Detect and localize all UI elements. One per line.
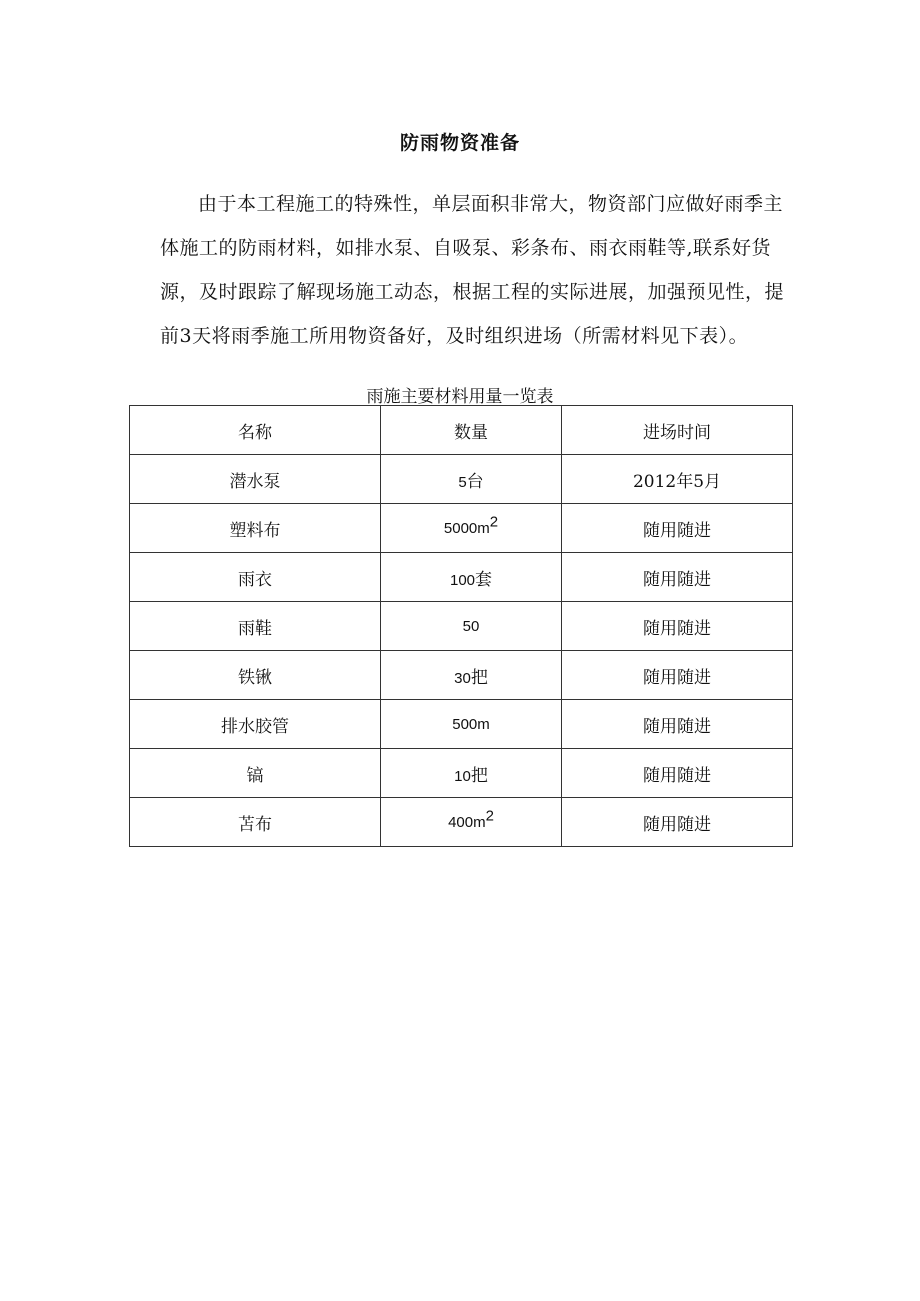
cell-arrival-time: 随用随进	[562, 602, 793, 651]
quantity-unit: 台	[466, 471, 484, 492]
cell-name: 排水胶管	[130, 700, 381, 749]
table-row	[130, 602, 793, 651]
header-arrival-time: 进场时间	[562, 406, 793, 455]
cell-quantity	[381, 504, 562, 553]
table-row	[130, 651, 793, 700]
quantity-value: 5	[458, 473, 467, 491]
cell-arrival-time: 2012年5月	[562, 455, 793, 504]
cell-arrival-time: 随用随进	[562, 504, 793, 553]
intro-paragraph-block	[160, 182, 802, 358]
table-row	[130, 455, 793, 504]
materials-table	[129, 405, 793, 847]
cell-name: 苫布	[130, 798, 381, 847]
cell-name: 雨鞋	[130, 602, 381, 651]
cell-arrival-time: 随用随进	[562, 749, 793, 798]
table-caption: 雨施主要材料用量一览表	[366, 387, 554, 407]
cell-arrival-time: 随用随进	[562, 700, 793, 749]
cell-quantity	[381, 602, 562, 651]
cell-quantity	[381, 700, 562, 749]
cell-arrival-time: 随用随进	[562, 651, 793, 700]
cell-arrival-time: 随用随进	[562, 798, 793, 847]
table-row	[130, 553, 793, 602]
quantity-value: 10	[454, 767, 471, 785]
quantity-exponent: 2	[485, 807, 494, 825]
intro-paragraph: 由于本工程施工的特殊性，单层面积非常大，物资部门应做好雨季主体施工的防雨材料，如排水泵、自吸泵、彩条布、雨衣雨鞋等,联系好货源，及时跟踪了解现场施工动态，根据工程的实际进展，加强预见性，提前3天将雨季施工所用物资备好，及时组织进场（所需材料见下表）。	[160, 193, 785, 347]
table-row	[130, 798, 793, 847]
quantity-value: 100	[449, 571, 476, 589]
quantity-value: 400m	[448, 814, 486, 831]
quantity-value: 50	[462, 618, 480, 635]
cell-name: 塑料布	[130, 504, 381, 553]
cell-name: 潜水泵	[130, 455, 381, 504]
cell-quantity	[381, 553, 562, 602]
table-body	[130, 455, 793, 847]
table-row	[130, 504, 793, 553]
cell-quantity	[381, 651, 562, 700]
cell-quantity	[381, 749, 562, 798]
quantity-value: 30	[454, 669, 471, 687]
cell-quantity	[381, 798, 562, 847]
quantity-value: 5000m	[443, 520, 490, 537]
quantity-value: 500m	[452, 716, 490, 733]
page-title: 防雨物资准备	[399, 132, 520, 154]
cell-arrival-time: 随用随进	[562, 553, 793, 602]
cell-name: 镐	[130, 749, 381, 798]
table-row	[130, 749, 793, 798]
table-row	[130, 700, 793, 749]
table-header-row	[130, 406, 793, 455]
header-quantity: 数量	[381, 406, 562, 455]
cell-name: 雨衣	[130, 553, 381, 602]
cell-name: 铁锹	[130, 651, 381, 700]
cell-quantity	[381, 455, 562, 504]
quantity-unit: 套	[475, 569, 493, 590]
quantity-unit: 把	[470, 667, 488, 688]
header-name: 名称	[130, 406, 381, 455]
quantity-exponent: 2	[489, 513, 499, 531]
quantity-unit: 把	[470, 765, 488, 786]
